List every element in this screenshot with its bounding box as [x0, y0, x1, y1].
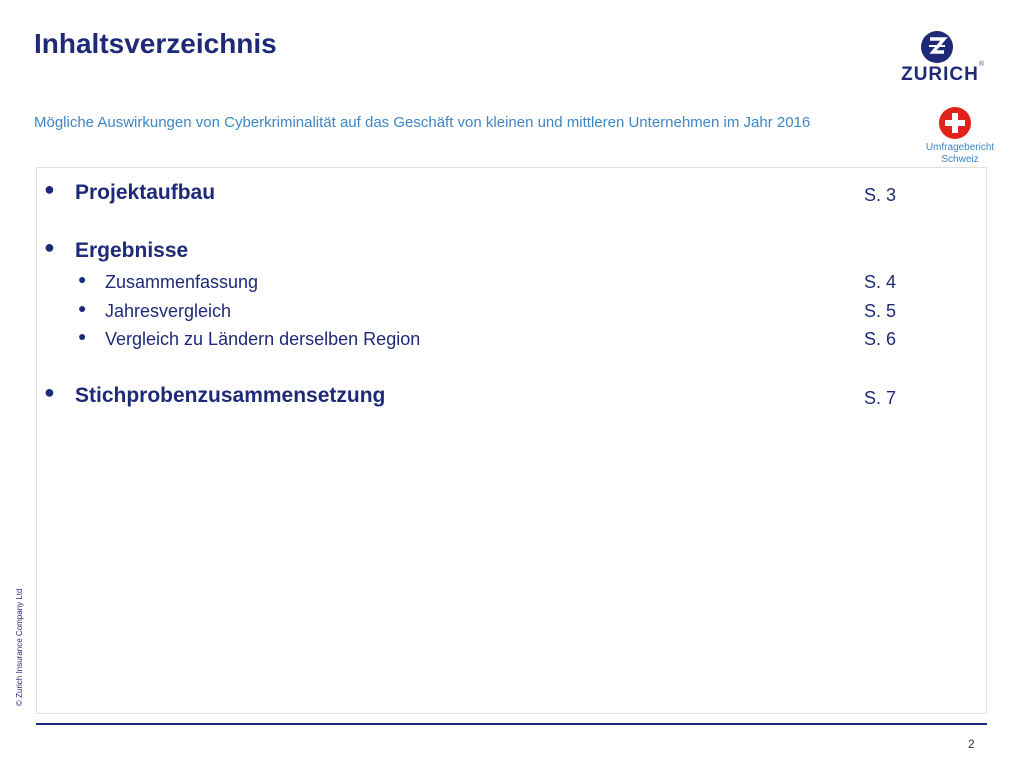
survey-badge-line1: Umfragebericht: [925, 142, 995, 153]
toc-item-ergebnisse[interactable]: [0, 239, 1024, 265]
toc-item-label: Projektaufbau: [75, 181, 216, 204]
toc-subitem-page: S. 4: [864, 272, 897, 292]
swiss-flag-icon: [938, 106, 972, 140]
toc-item-projektaufbau[interactable]: [0, 181, 1024, 207]
survey-badge-label: [918, 142, 1002, 166]
zurich-logo: [892, 30, 988, 90]
toc-subitem-page: S. 6: [864, 329, 897, 349]
sub-bullet-icon: ●: [78, 300, 87, 316]
copyright-notice: © Zurich Insurance Company Ltd: [15, 588, 24, 706]
page-subtitle: Mögliche Auswirkungen von Cyberkriminalität auf das Geschäft von kleinen und mittleren Unternehmen im Jahr 2016: [34, 114, 811, 131]
registered-mark: ®: [978, 61, 984, 68]
sub-bullet-icon: ●: [78, 271, 87, 287]
bullet-icon: ●: [44, 382, 55, 402]
page-number: 2: [968, 737, 975, 751]
toc-item-page: S. 3: [864, 185, 897, 205]
toc-item-label: Stichprobenzusammensetzung: [75, 384, 386, 407]
toc-subitem-page: S. 5: [864, 301, 897, 321]
toc-item-stichprobe[interactable]: [0, 384, 1024, 410]
survey-badge-line2: Schweiz: [941, 154, 979, 165]
toc-item-page: S. 7: [864, 388, 897, 408]
toc-subitem-label: Vergleich zu Ländern derselben Region: [105, 329, 421, 349]
toc-subitem-laendervergleich[interactable]: [0, 327, 1024, 353]
toc-subitem-label: Jahresvergleich: [105, 301, 232, 321]
toc-subitem-label: Zusammenfassung: [105, 272, 259, 292]
page-title: Inhaltsverzeichnis: [34, 28, 277, 59]
footer-rule: [36, 723, 987, 725]
zurich-wordmark: ZURICH: [901, 64, 979, 85]
toc-item-label: Ergebnisse: [75, 239, 189, 262]
toc-subitem-zusammenfassung[interactable]: [0, 270, 1024, 296]
toc-subitem-jahresvergleich[interactable]: [0, 299, 1024, 325]
zurich-logo-icon: [920, 30, 954, 64]
bullet-icon: ●: [44, 179, 55, 199]
sub-bullet-icon: ●: [78, 328, 87, 344]
bullet-icon: ●: [44, 237, 55, 257]
